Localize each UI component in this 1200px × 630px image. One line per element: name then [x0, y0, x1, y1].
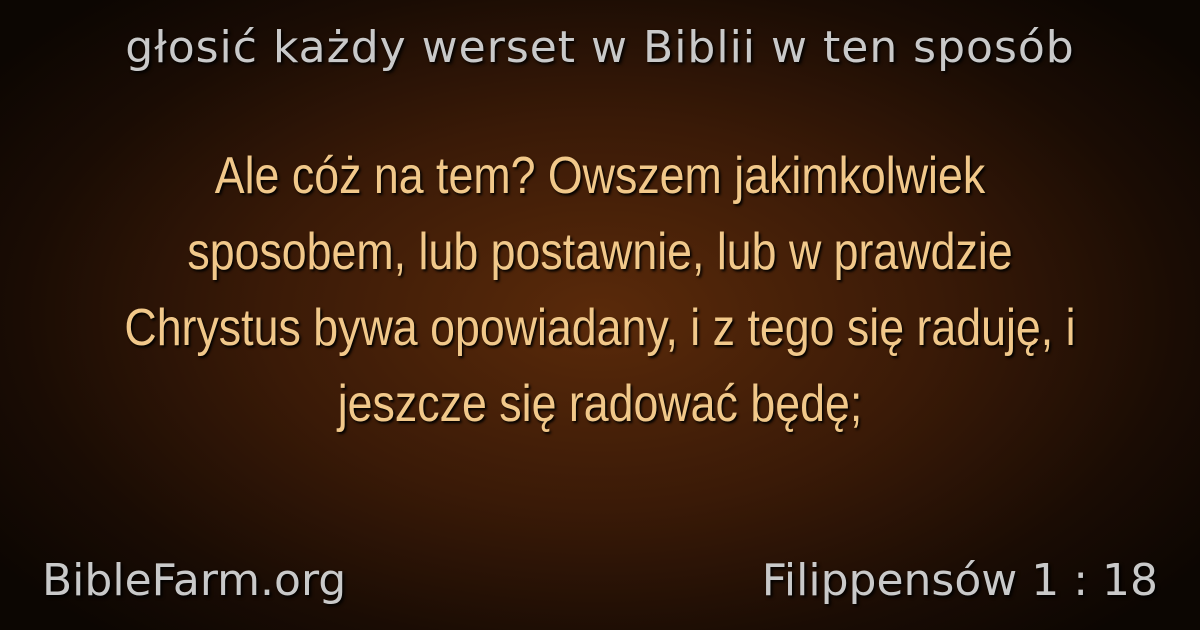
verse-text: Ale cóż na tem? Owszem jakimkolwiek sposobem, lub postawnie, lub w prawdzie Chrystus bywa opowiadany, i z tego się raduję, i jeszcze się radować będę; — [124, 147, 1076, 433]
tagline: głosić każdy werset w Biblii w ten sposób — [125, 22, 1075, 73]
verse-reference: Filippensów 1 : 18 — [761, 555, 1158, 606]
site-name: BibleFarm.org — [42, 555, 347, 606]
